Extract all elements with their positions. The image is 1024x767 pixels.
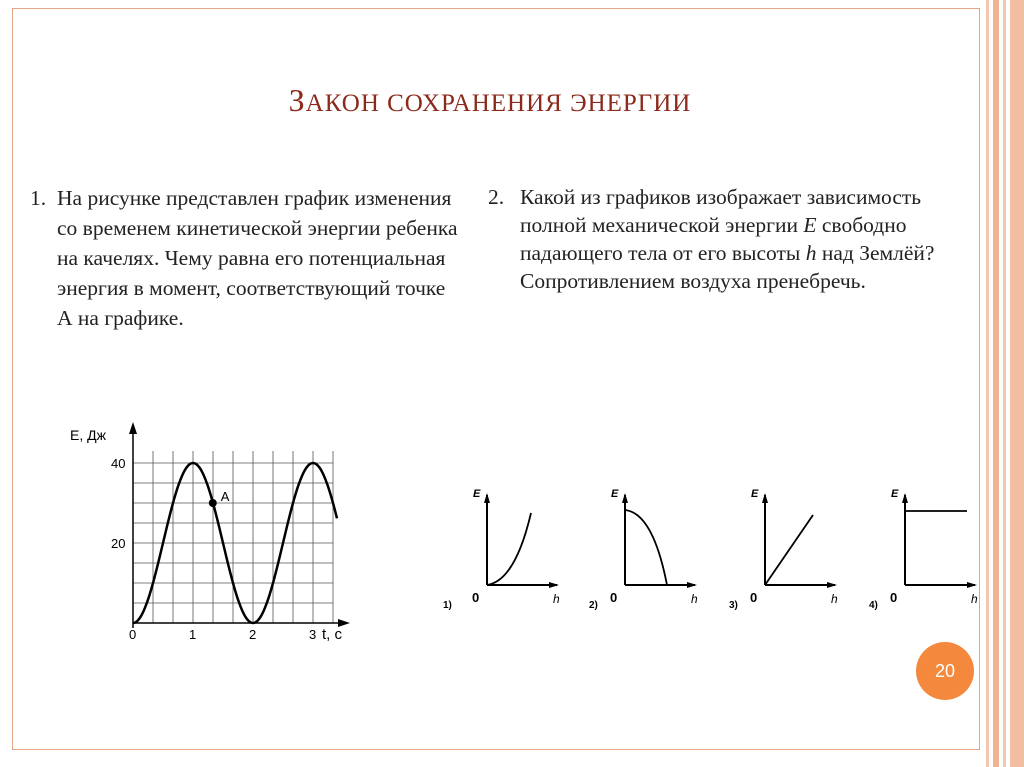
origin-label: 0 <box>750 590 758 605</box>
y-axis-arrow-icon <box>902 493 908 503</box>
x-axis-arrow-icon <box>549 582 559 588</box>
question-2 <box>488 183 948 295</box>
energy-height-curve <box>625 510 667 585</box>
energy-height-curve <box>487 513 531 585</box>
x-tick-label: 3 <box>309 627 317 642</box>
y-axis-arrow-icon <box>762 493 768 503</box>
energy-height-curve <box>765 515 813 585</box>
option-number: 3) <box>729 600 738 611</box>
y-axis-label: E, Дж <box>70 427 106 443</box>
origin-label: 0 <box>890 590 898 605</box>
graph-option-3 <box>729 488 838 611</box>
page-number-badge: 20 <box>916 642 974 700</box>
y-axis-label: E <box>751 488 759 500</box>
x-axis-arrow-icon <box>827 582 837 588</box>
title-rest: АКОН СОХРАНЕНИЯ ЭНЕРГИИ <box>305 90 692 117</box>
point-a-marker <box>209 499 217 507</box>
y-tick-label: 40 <box>111 456 126 471</box>
y-tick-label: 20 <box>111 536 126 551</box>
x-axis-label: t, c <box>322 626 343 643</box>
x-tick-label: 2 <box>249 627 257 642</box>
graph-option-2 <box>589 488 698 611</box>
origin-label: 0 <box>472 590 480 605</box>
x-axis-arrow-icon <box>967 582 977 588</box>
x-axis-label: h <box>831 592 838 606</box>
graph-option-1 <box>443 488 560 611</box>
decorative-stripes <box>980 0 1024 767</box>
x-tick-label: 1 <box>189 627 197 642</box>
q2-var-e: E <box>803 213 817 237</box>
x-axis-arrow-icon <box>687 582 697 588</box>
y-axis-label: E <box>611 488 619 500</box>
slide-title <box>0 82 980 119</box>
q2-text-b: свободно падающего тела от его высоты <box>520 213 907 265</box>
graph-option-4 <box>869 488 978 611</box>
x-axis-label: h <box>553 592 560 606</box>
y-axis-label: E <box>473 488 481 500</box>
y-axis-label: E <box>891 488 899 500</box>
question-1 <box>30 183 460 333</box>
point-a-label: A <box>220 489 230 504</box>
y-axis-arrow-icon <box>129 422 137 434</box>
q2-var-h: h <box>805 241 817 265</box>
kinetic-energy-chart <box>60 420 360 650</box>
option-number: 4) <box>869 600 878 611</box>
x-axis-label: h <box>971 592 978 606</box>
energy-height-charts <box>435 478 980 628</box>
question-2-number: 2. <box>488 185 505 209</box>
q2-text-a: Какой из графиков изображает зависимость полной механической энергии <box>520 185 922 237</box>
x-tick-label: 0 <box>129 627 137 642</box>
y-axis-arrow-icon <box>484 493 490 503</box>
question-2-text <box>488 183 948 295</box>
q2-text-c: над Землёй? Сопротивлением воздуха пренебречь. <box>520 241 935 293</box>
x-axis-label: h <box>691 592 698 606</box>
question-1-number: 1. <box>30 186 47 210</box>
option-number: 1) <box>443 600 452 611</box>
title-first-letter: З <box>288 82 306 118</box>
origin-label: 0 <box>610 590 618 605</box>
y-axis-arrow-icon <box>622 493 628 503</box>
question-1-text: На рисунке представлен график изменения со временем кинетической энергии ребенка на качелях. Чему равна его потенциальная энергия в момент, соответствующий точке А на графике. <box>57 186 458 330</box>
option-number: 2) <box>589 600 598 611</box>
